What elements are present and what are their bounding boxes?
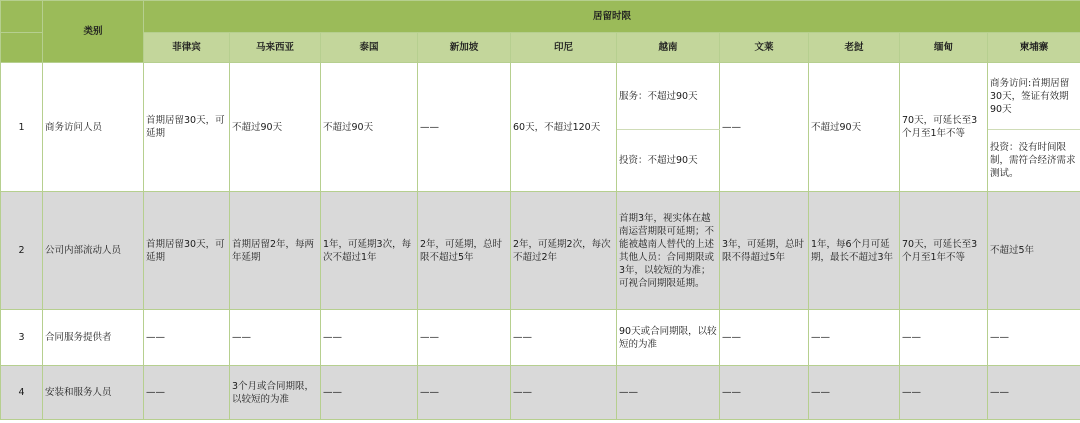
header-row-countries <box>1 33 1080 63</box>
cell-cambodia: —— <box>988 310 1080 366</box>
cell-indonesia: 2年，可延期2次，每次不超过2年 <box>511 192 617 310</box>
cell-singapore: —— <box>418 366 511 420</box>
cell-singapore: —— <box>418 310 511 366</box>
stay-limit-header: 居留时限 <box>144 1 1080 33</box>
cell-vietnam: 首期3年，视实体在越南运营期限可延期；不能被越南人替代的上述其他人员：合同期限或3年，以较短的为准；可视合同期限延期。 <box>617 192 720 310</box>
cell-thailand: 不超过90天 <box>321 63 418 192</box>
table-row <box>1 366 1080 420</box>
cell-laos: 1年，每6个月可延期，最长不超过3年 <box>809 192 900 310</box>
cell-brunei: 3年，可延期，总时限不得超过5年 <box>720 192 809 310</box>
cell-myanmar: 70天，可延长至3个月至1年不等 <box>900 192 988 310</box>
cell-myanmar: —— <box>900 366 988 420</box>
country-header-singapore: 新加坡 <box>418 33 511 63</box>
row-category: 商务访问人员 <box>43 63 144 192</box>
cell-thailand: —— <box>321 366 418 420</box>
cell-malaysia: 首期居留2年，每两年延期 <box>230 192 321 310</box>
country-header-malaysia: 马来西亚 <box>230 33 321 63</box>
table-row <box>1 192 1080 310</box>
row-index: 1 <box>1 63 43 192</box>
country-header-myanmar: 缅甸 <box>900 33 988 63</box>
country-header-thailand: 泰国 <box>321 33 418 63</box>
table-row <box>1 310 1080 366</box>
cell-cambodia-business: 商务访问:首期居留30天，签证有效期90天 <box>988 63 1080 130</box>
country-header-cambodia: 柬埔寨 <box>988 33 1080 63</box>
cell-brunei: —— <box>720 63 809 192</box>
cell-thailand: —— <box>321 310 418 366</box>
row-index: 3 <box>1 310 43 366</box>
cell-singapore: —— <box>418 63 511 192</box>
table-row <box>1 63 1080 130</box>
cell-philippines: 首期居留30天，可延期 <box>144 192 230 310</box>
row-index: 2 <box>1 192 43 310</box>
country-header-philippines: 菲律宾 <box>144 33 230 63</box>
cell-philippines: —— <box>144 310 230 366</box>
corner-cell-lower <box>1 33 43 63</box>
corner-cell <box>1 1 43 33</box>
cell-vietnam-investment: 投资：不超过90天 <box>617 130 720 192</box>
cell-indonesia: —— <box>511 310 617 366</box>
country-header-vietnam: 越南 <box>617 33 720 63</box>
country-header-brunei: 文莱 <box>720 33 809 63</box>
cell-malaysia: —— <box>230 310 321 366</box>
cell-laos: —— <box>809 366 900 420</box>
cell-cambodia-investment: 投资：没有时间限制，需符合经济需求测试。 <box>988 130 1080 192</box>
cell-malaysia: 不超过90天 <box>230 63 321 192</box>
cell-malaysia: 3个月或合同期限，以较短的为准 <box>230 366 321 420</box>
cell-indonesia: —— <box>511 366 617 420</box>
cell-philippines: 首期居留30天，可延期 <box>144 63 230 192</box>
country-header-laos: 老挝 <box>809 33 900 63</box>
cell-vietnam-service: 服务：不超过90天 <box>617 63 720 130</box>
cell-singapore: 2年，可延期，总时限不超过5年 <box>418 192 511 310</box>
cell-vietnam: 90天或合同期限，以较短的为准 <box>617 310 720 366</box>
cell-vietnam: —— <box>617 366 720 420</box>
cell-indonesia: 60天，不超过120天 <box>511 63 617 192</box>
cell-laos: —— <box>809 310 900 366</box>
row-category: 公司内部流动人员 <box>43 192 144 310</box>
cell-thailand: 1年，可延期3次，每次不超过1年 <box>321 192 418 310</box>
row-category: 安装和服务人员 <box>43 366 144 420</box>
cell-myanmar: —— <box>900 310 988 366</box>
cell-myanmar: 70天，可延长至3个月至1年不等 <box>900 63 988 192</box>
cell-brunei: —— <box>720 366 809 420</box>
row-category: 合同服务提供者 <box>43 310 144 366</box>
cell-cambodia: —— <box>988 366 1080 420</box>
row-index: 4 <box>1 366 43 420</box>
cell-laos: 不超过90天 <box>809 63 900 192</box>
cell-cambodia: 不超过5年 <box>988 192 1080 310</box>
country-header-indonesia: 印尼 <box>511 33 617 63</box>
cell-philippines: —— <box>144 366 230 420</box>
cell-brunei: —— <box>720 310 809 366</box>
category-header: 类别 <box>43 1 144 63</box>
header-row-top <box>1 1 1080 33</box>
